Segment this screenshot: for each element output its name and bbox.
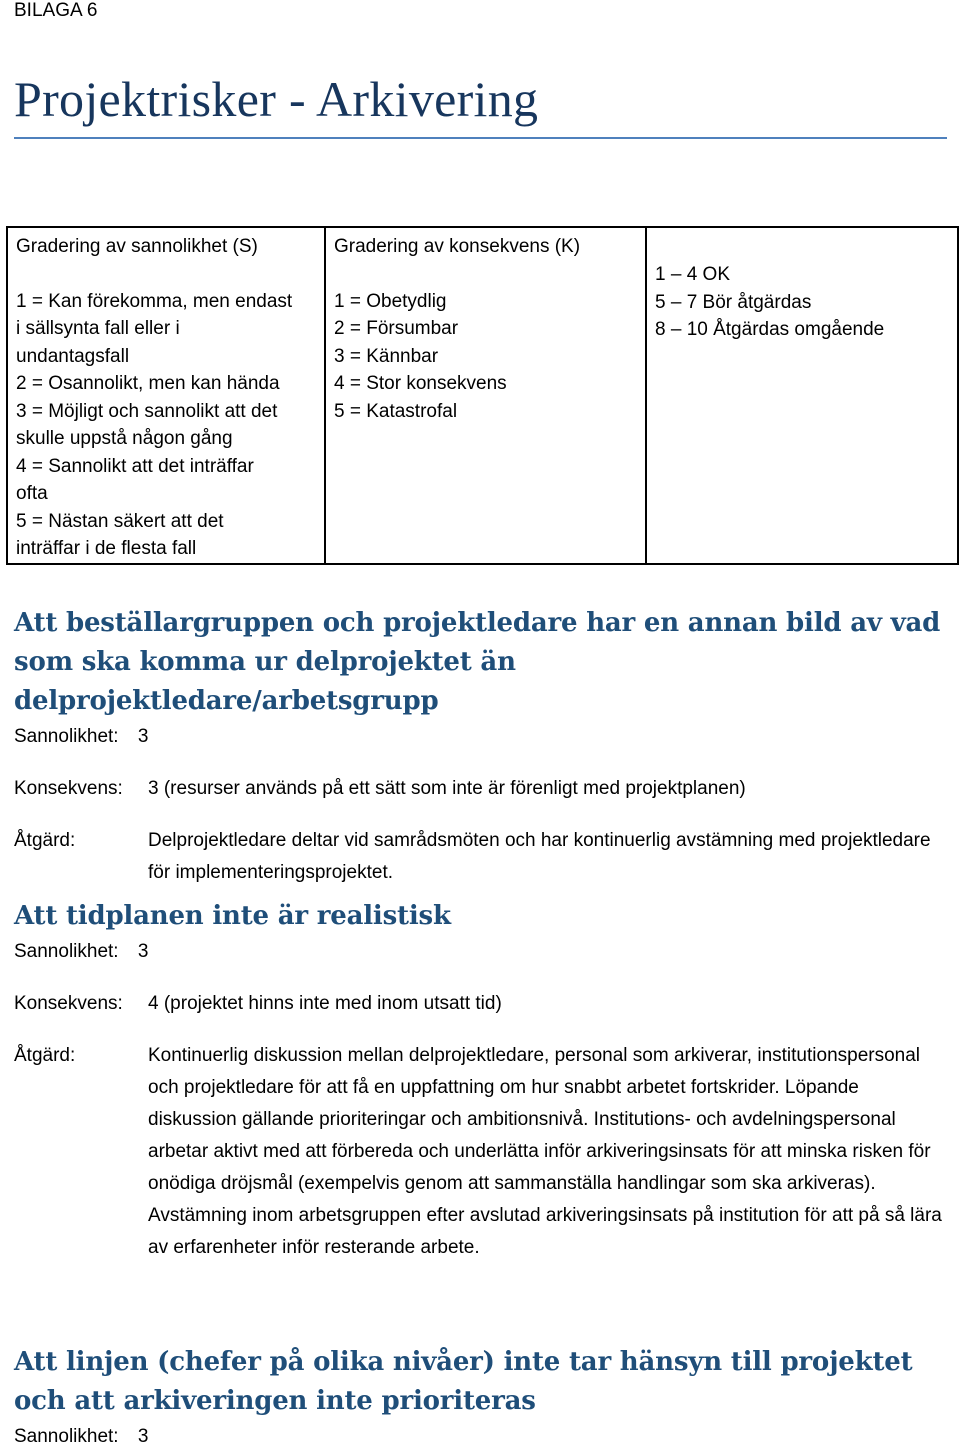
probability-grading-title: Gradering av sannolikhet (S) — [16, 236, 258, 257]
consequence-value: 3 (resurser används på ett sätt som inte är förenligt med projektplanen) — [148, 778, 746, 799]
probability-value: 3 — [137, 1426, 149, 1447]
consequence-grading-title: Gradering av konsekvens (K) — [334, 236, 581, 257]
probability-value: 3 — [137, 726, 149, 747]
probability-row — [14, 1421, 944, 1453]
action-label: Åtgärd: — [14, 830, 76, 851]
consequence-grading-line: 3 = Kännbar — [334, 345, 439, 367]
risk-scale-line: 8 – 10 Åtgärdas omgående — [655, 319, 885, 340]
probability-grading-line: i sällsynta fall eller i — [16, 318, 180, 339]
probability-grading-line: undantagsfall — [16, 345, 130, 367]
action-row — [14, 1040, 944, 1264]
appendix-label: BILAGA 6 — [14, 0, 98, 21]
action-value: Delprojektledare deltar vid samrådsmöten och har kontinuerlig avstämning med projektledare för implementeringsprojektet. — [148, 830, 931, 883]
risk-scale-cell — [646, 227, 958, 564]
risk-scale-line: 5 – 7 Bör åtgärdas — [655, 291, 812, 313]
probability-grading-line: 5 = Nästan säkert att det — [16, 510, 224, 532]
consequence-grading-line: 4 = Stor konsekvens — [334, 373, 507, 394]
probability-row — [14, 936, 944, 968]
probability-grading-line: inträffar i de flesta fall — [16, 538, 197, 559]
probability-label: Sannolikhet: — [14, 726, 119, 747]
probability-grading-line: 3 = Möjligt och sannolikt att det — [16, 400, 278, 422]
probability-label: Sannolikhet: — [14, 941, 119, 962]
consequence-label: Konsekvens: — [14, 778, 123, 799]
probability-row — [14, 721, 944, 753]
risk-heading: Att linjen (chefer på olika nivåer) inte tar hänsyn till projektet och att arkiveringen inte prioriteras — [14, 1347, 913, 1416]
probability-grading-line: 1 = Kan förekomma, men endast — [16, 290, 293, 312]
consequence-grading-line: 1 = Obetydlig — [334, 290, 447, 312]
probability-grading-cell — [7, 227, 325, 564]
risk-scale-line: 1 – 4 OK — [655, 264, 730, 285]
page-title: Projektrisker - Arkivering — [14, 71, 539, 127]
probability-grading-line: 2 = Osannolikt, men kan hända — [16, 373, 280, 394]
action-value: Kontinuerlig diskussion mellan delprojektledare, personal som arkiverar, institutionspersonal och projektledare för att få en uppfattning om hur snabbt arbetet fortskrider. Löpande diskussion gällande prioriteringar och ambitionsnivå. Institutions- och avdelningspersonal arbetar aktivt med att förbereda och underlätta inför arkiveringsinsats för att minska risken för onödiga dröjsmål (exempelvis genom att sammanställa handlingar som ska arkiveras). Avstämning inom arbetsgruppen efter avslutad arkiveringsinsats på institution för att på så lära av erfarenheter inför resterande arbete. — [148, 1045, 942, 1258]
consequence-row — [14, 988, 944, 1020]
probability-value: 3 — [137, 941, 149, 962]
probability-label: Sannolikhet: — [14, 1426, 119, 1447]
risk-heading: Att beställargruppen och projektledare har en annan bild av vad som ska komma ur delprojektet än delprojektledare/arbetsgrupp — [14, 608, 941, 716]
consequence-grading-line: 2 = Försumbar — [334, 318, 459, 339]
risk-heading: Att tidplanen inte är realistisk — [14, 901, 451, 931]
consequence-grading-cell — [325, 227, 646, 564]
action-label: Åtgärd: — [14, 1045, 76, 1066]
probability-grading-line: 4 = Sannolikt att det inträffar — [16, 455, 254, 477]
risk-section — [14, 1343, 944, 1453]
action-row — [14, 825, 944, 889]
consequence-value: 4 (projektet hinns inte med inom utsatt tid) — [148, 993, 502, 1014]
risk-section — [14, 897, 944, 1264]
probability-grading-line: skulle uppstå någon gång — [16, 428, 233, 449]
title-underline — [14, 137, 947, 139]
consequence-grading-line: 5 = Katastrofal — [334, 400, 458, 422]
consequence-row — [14, 773, 944, 805]
risk-section — [14, 604, 944, 889]
grading-table — [6, 226, 959, 565]
probability-grading-line: ofta — [16, 483, 48, 504]
consequence-label: Konsekvens: — [14, 993, 123, 1014]
